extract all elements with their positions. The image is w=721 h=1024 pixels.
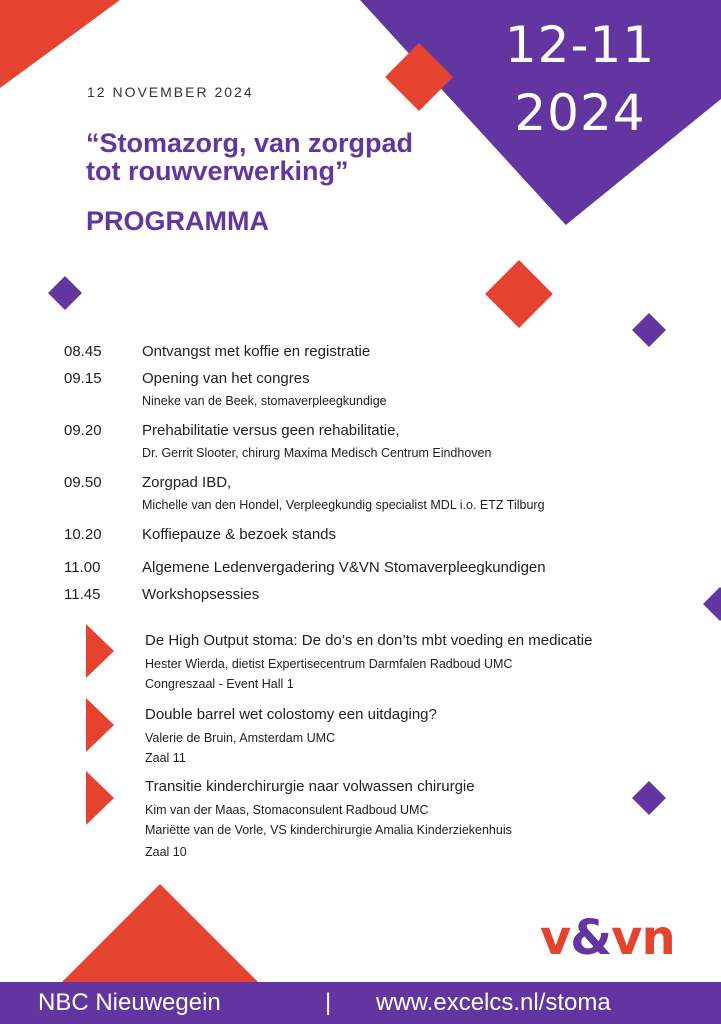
workshop-arrow-icon [86,624,114,678]
vvn-logo [540,910,675,966]
schedule-speaker: Michelle van den Hondel, Verpleegkundig specialist MDL i.o. ETZ Tilburg [142,498,545,512]
corner-triangle-decoration [0,0,120,88]
logo-part: v [540,910,571,966]
workshop-title: Transitie kinderchirurgie naar volwassen chirurgie [145,778,475,795]
workshop-title: Double barrel wet colostomy een uitdaging? [145,706,437,723]
logo-part: vn [611,910,675,966]
event-title-line1: “Stomazorg, van zorgpad [86,128,414,158]
event-title-line2: tot rouwverwerking” [86,156,349,186]
schedule-title: Workshopsessies [142,586,260,603]
event-title [86,129,413,185]
event-date: 12 NOVEMBER 2024 [87,84,254,100]
purple-diamond-decoration [703,587,721,621]
workshop-room: Congreszaal - Event Hall 1 [145,677,294,691]
banner-date [495,14,665,144]
footer-bar [0,982,721,1024]
schedule-speaker: Dr. Gerrit Slooter, chirurg Maxima Medisch Centrum Eindhoven [142,446,492,460]
workshop-speaker: Mariëtte van de Vorle, VS kinderchirurgie Amalia Kinderziekenhuis [145,823,512,837]
footer-url[interactable]: www.excelcs.nl/stoma [376,989,611,1016]
purple-diamond-decoration [632,781,666,815]
banner-date-line1: 12-11 [504,16,656,74]
workshop-room: Zaal 11 [145,751,186,765]
logo-ampersand: & [570,910,612,966]
schedule-title: Algemene Ledenvergadering V&VN Stomaverpleegkundigen [142,559,546,576]
schedule-time: 09.20 [64,422,102,439]
workshop-title: De High Output stoma: De do’s en don’ts mbt voeding en medicatie [145,632,593,649]
schedule-title: Opening van het congres [142,370,310,387]
purple-diamond-decoration [48,276,82,310]
schedule-time: 08.45 [64,343,102,360]
footer-location: NBC Nieuwegein [38,989,221,1016]
schedule-time: 10.20 [64,526,102,543]
banner-date-line2: 2024 [514,84,646,142]
schedule-time: 11.00 [64,559,101,576]
workshop-speaker: Hester Wierda, dietist Expertisecentrum Darmfalen Radboud UMC [145,657,513,671]
schedule-title: Prehabilitatie versus geen rehabilitatie, [142,422,400,439]
workshop-speaker: Kim van der Maas, Stomaconsulent Radboud UMC [145,803,429,817]
red-diamond-decoration [485,260,553,328]
workshop-arrow-icon [86,698,114,752]
workshop-speaker: Valerie de Bruin, Amsterdam UMC [145,731,336,745]
footer-separator: | [325,989,332,1016]
bottom-triangle-decoration [60,884,260,984]
schedule-time: 09.15 [64,370,102,387]
schedule-title: Ontvangst met koffie en registratie [142,343,371,360]
schedule-title: Koffiepauze & bezoek stands [142,526,337,543]
workshop-arrow-icon [86,771,114,825]
schedule-speaker: Nineke van de Beek, stomaverpleegkundige [142,394,387,408]
purple-diamond-decoration [632,313,666,347]
schedule-time: 11.45 [64,586,101,603]
schedule-title: Zorgpad IBD, [142,474,232,491]
workshop-room: Zaal 10 [145,845,187,859]
program-heading: PROGRAMMA [86,206,269,236]
schedule-time: 09.50 [64,474,102,491]
